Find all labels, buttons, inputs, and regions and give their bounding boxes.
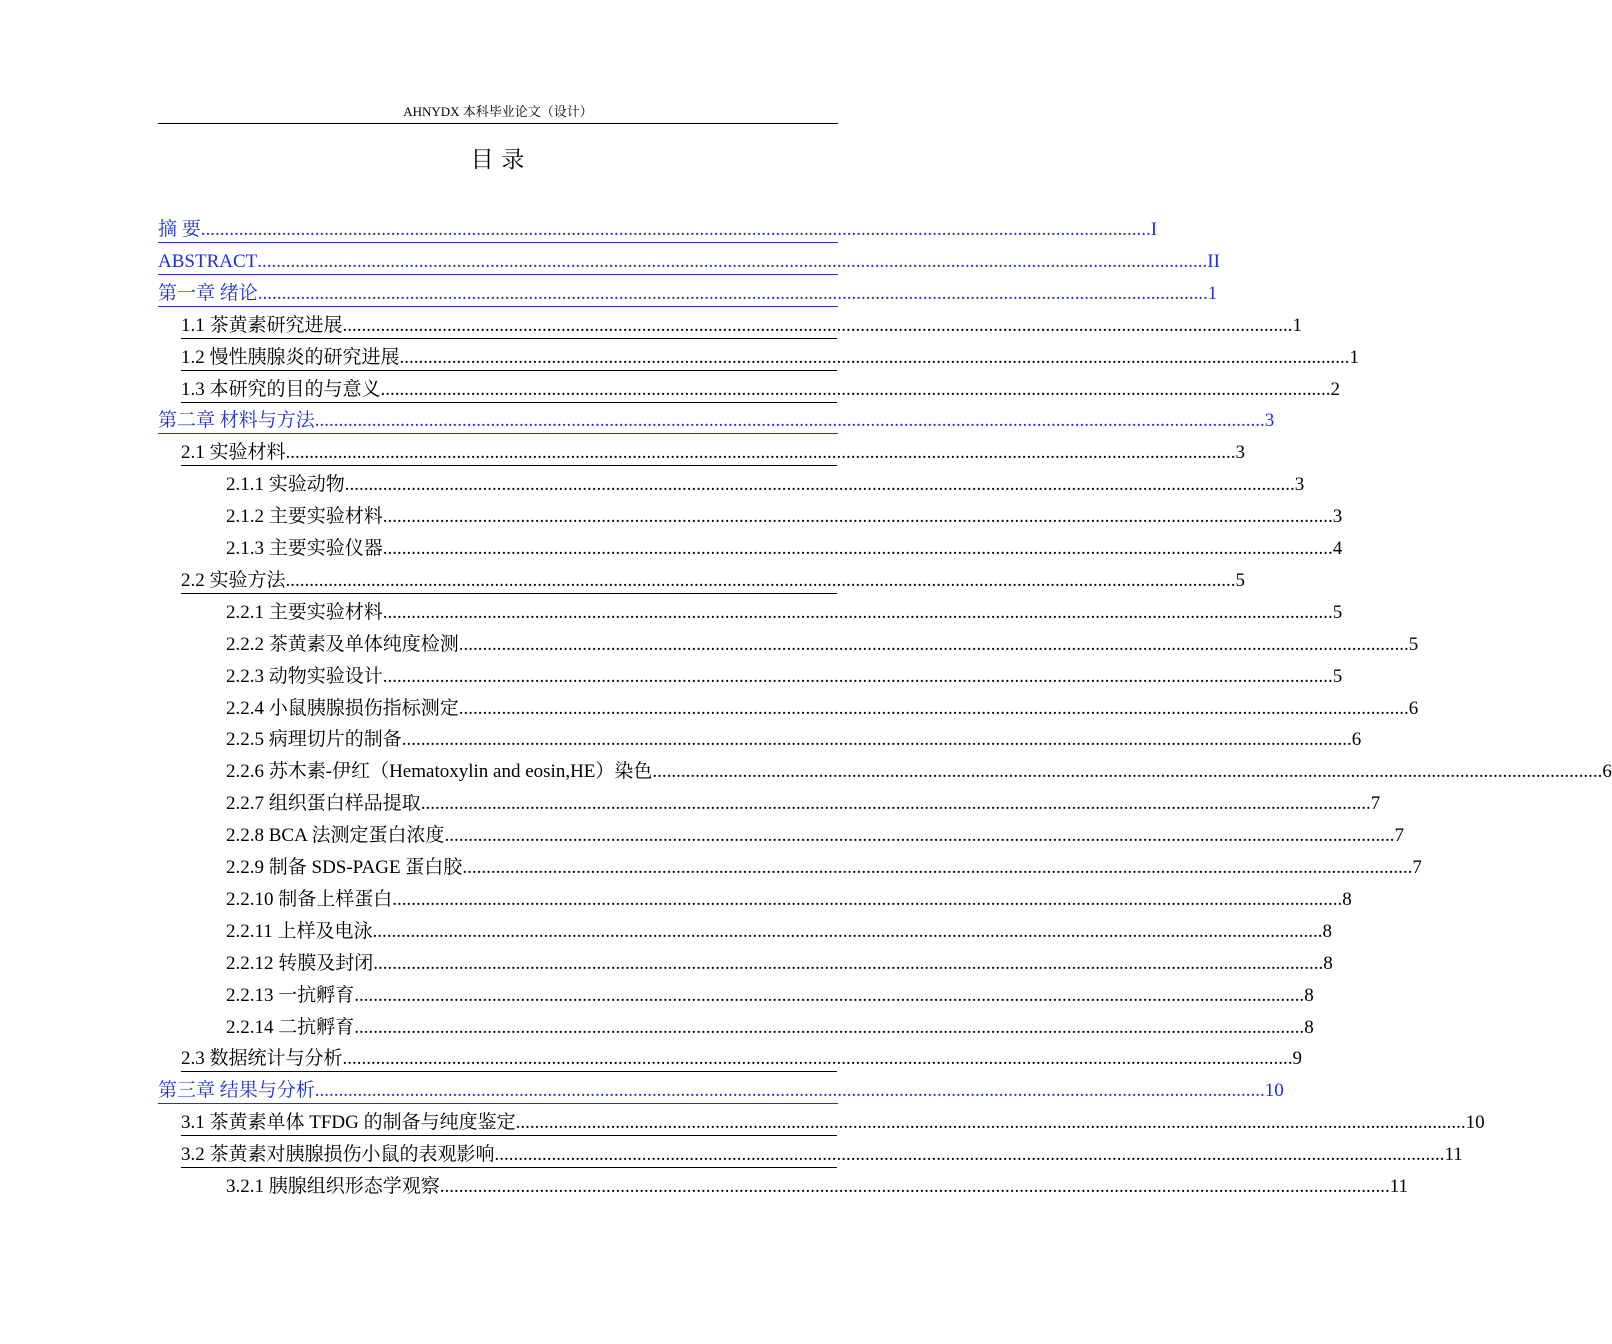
toc-entry (226, 501, 1343, 529)
toc-leader-dots: ........................................................................................................................................................................................................ (515, 1112, 1466, 1134)
toc-entry (226, 1012, 1314, 1040)
toc-leader-dots: ........................................................................................................................................................................................................ (401, 729, 1352, 751)
toc-entry (226, 980, 1314, 1008)
toc-leader-dots: ........................................................................................................................................................................................................ (285, 442, 1236, 464)
toc-entry-page-number: 5 (1408, 633, 1419, 655)
toc-entry-page-number: 6 (1408, 697, 1419, 719)
toc-entry-page-number: 8 (1323, 952, 1333, 974)
toc-leader-dots: ........................................................................................................................................................................................................ (392, 888, 1343, 910)
toc-entry-page-number: 1 (1207, 282, 1218, 304)
toc-entry-page-number: I (1150, 219, 1158, 240)
toc-leader-dots: ........................................................................................................................................................................................................ (342, 1048, 1293, 1070)
toc-entry (226, 629, 1419, 657)
toc-entry-label: 3.2.1 胰腺组织形态学观察 (226, 1176, 440, 1197)
toc-leader-dots: ........................................................................................................................................................................................................ (420, 793, 1371, 815)
toc-entry-label: 第一章 绪论 (158, 282, 258, 304)
toc-entry (226, 948, 1333, 976)
toc-entry-page-number: 9 (1292, 1048, 1303, 1070)
toc-entry (181, 1043, 1303, 1072)
toc-leader-dots: ........................................................................................................................................................................................................ (652, 761, 1603, 783)
toc-entry[interactable] (158, 278, 1218, 307)
toc-entry-page-number: 11 (1444, 1144, 1463, 1166)
toc-entry (226, 884, 1352, 912)
toc-entry-label: 2.1.2 主要实验材料 (226, 506, 383, 528)
toc-entry-page-number: 7 (1370, 793, 1381, 815)
toc-entry-page-number: 8 (1342, 888, 1352, 910)
toc-entry-label: 2.2.8 BCA 法测定蛋白浓度 (226, 825, 445, 847)
page-title: 目 录 (470, 147, 526, 172)
toc-entry (226, 469, 1305, 497)
toc-entry-page-number: 7 (1412, 857, 1422, 878)
toc-entry-label: 2.2.3 动物实验设计 (226, 665, 383, 687)
toc-entry-label: 2.1.1 实验动物 (226, 474, 345, 496)
toc-entry[interactable] (158, 214, 1158, 243)
toc-entry (226, 533, 1343, 561)
toc-entry-label: 2.2.12 转膜及封闭 (226, 952, 374, 974)
toc-entry (226, 852, 1422, 880)
toc-entry-label: 2.2.6 苏木素-伊红（Hematoxylin and eosin,HE）染色 (226, 761, 653, 783)
toc-entry (226, 661, 1343, 689)
toc-entry-label: 2.1 实验材料 (181, 442, 286, 464)
toc-leader-dots: ........................................................................................................................................................................................................ (373, 952, 1324, 974)
toc-entry (226, 1171, 1409, 1199)
toc-leader-dots: ........................................................................................................................................................................................................ (344, 474, 1295, 496)
header-rule (158, 123, 838, 124)
toc-entry (181, 1139, 1463, 1168)
toc-entry[interactable] (158, 1075, 1284, 1104)
toc-entry-label: 2.3 数据统计与分析 (181, 1048, 343, 1070)
toc-entry-label: 2.2.11 上样及电泳 (226, 920, 373, 942)
toc-entry-page-number: 3 (1235, 442, 1246, 464)
toc-entry (226, 693, 1419, 721)
toc-entry (226, 916, 1333, 944)
toc-entry-label: 1.2 慢性胰腺炎的研究进展 (181, 346, 400, 368)
toc-leader-dots: ........................................................................................................................................................................................................ (314, 410, 1265, 432)
toc-entry-label: 2.2.1 主要实验材料 (226, 601, 383, 623)
toc-entry-label: 2.2.14 二抗孵育 (226, 1016, 355, 1038)
toc-entry-label: 2.1.3 主要实验仪器 (226, 538, 383, 559)
toc-leader-dots: ........................................................................................................................................................................................................ (285, 569, 1236, 591)
toc-leader-dots: ........................................................................................................................................................................................................ (382, 665, 1333, 687)
toc-leader-dots: ........................................................................................................................................................................................................ (458, 633, 1409, 655)
toc-leader-dots: ........................................................................................................................................................................................................ (382, 506, 1333, 528)
toc-entry-label: 2.2.13 一抗孵育 (226, 984, 355, 1006)
toc-entry-label: 2.2.7 组织蛋白样品提取 (226, 793, 421, 815)
toc-entry-label: 1.1 茶黄素研究进展 (181, 314, 343, 336)
toc-entry-page-number: 3 (1294, 474, 1305, 496)
toc-entry (226, 756, 1612, 784)
toc-entry-page-number: 3 (1332, 506, 1343, 528)
toc-entry (181, 310, 1303, 339)
toc-entry (181, 437, 1246, 466)
toc-entry (181, 1107, 1485, 1136)
toc-entry-label: 第三章 结果与分析 (158, 1080, 315, 1102)
toc-leader-dots: ........................................................................................................................................................................................................ (382, 601, 1333, 623)
toc-leader-dots: ........................................................................................................................................................................................................ (354, 1016, 1305, 1038)
toc-entry-page-number: 1 (1349, 346, 1360, 368)
toc-entry-label: 2.2.2 茶黄素及单体纯度检测 (226, 633, 459, 655)
toc-leader-dots: ........................................................................................................................................................................................................ (399, 346, 1350, 368)
toc-entry-label: 第二章 材料与方法 (158, 410, 315, 432)
toc-leader-dots: ........................................................................................................................................................................................................ (372, 920, 1323, 942)
toc-entry (181, 342, 1360, 371)
toc-entry-page-number: 11 (1389, 1176, 1409, 1197)
toc-entry-page-number: 5 (1332, 665, 1343, 687)
toc-entry-label: 2.2.10 制备上样蛋白 (226, 888, 393, 910)
toc-entry-label: 2.2 实验方法 (181, 569, 286, 591)
toc-leader-dots: ........................................................................................................................................................................................................ (200, 219, 1151, 240)
toc-entry[interactable] (158, 246, 1220, 275)
toc-entry-label: 摘 要 (158, 219, 201, 240)
toc-entry-page-number: 5 (1235, 569, 1246, 591)
toc-entry-page-number: 8 (1322, 920, 1333, 942)
toc-entry-page-number: 2 (1330, 378, 1341, 400)
toc-entry-page-number: 4 (1332, 538, 1343, 559)
toc-entry-page-number: 6 (1602, 761, 1612, 783)
toc-entry-page-number: 5 (1332, 601, 1343, 623)
toc-leader-dots: ........................................................................................................................................................................................................ (342, 314, 1293, 336)
toc-leader-dots: ........................................................................................................................................................................................................ (458, 697, 1409, 719)
toc-entry-page-number: 8 (1304, 1016, 1314, 1038)
toc-leader-dots: ........................................................................................................................................................................................................ (314, 1080, 1265, 1102)
toc-entry-page-number: 10 (1264, 1080, 1284, 1102)
toc-leader-dots: ........................................................................................................................................................................................................ (257, 250, 1208, 272)
toc-entry-label: 2.2.4 小鼠胰腺损伤指标测定 (226, 697, 459, 719)
toc-leader-dots: ........................................................................................................................................................................................................ (354, 984, 1305, 1006)
toc-leader-dots: ........................................................................................................................................................................................................ (439, 1176, 1390, 1197)
toc-entry[interactable] (158, 405, 1275, 434)
toc-entry-label: 3.2 茶黄素对胰腺损伤小鼠的表观影响 (181, 1144, 495, 1166)
toc-entry (226, 597, 1343, 625)
toc-entry (226, 820, 1405, 848)
toc-entry-label: 2.2.5 病理切片的制备 (226, 729, 402, 751)
toc-entry-page-number: 3 (1264, 410, 1275, 432)
toc-leader-dots: ........................................................................................................................................................................................................ (382, 538, 1333, 559)
toc-leader-dots: ........................................................................................................................................................................................................ (444, 825, 1395, 847)
toc-leader-dots: ........................................................................................................................................................................................................ (462, 857, 1413, 878)
toc-entry-page-number: 1 (1292, 314, 1303, 336)
toc-leader-dots: ........................................................................................................................................................................................................ (494, 1144, 1445, 1166)
toc-entry-label: 3.1 茶黄素单体 TFDG 的制备与纯度鉴定 (181, 1112, 516, 1134)
page-header: AHNYDX 本科毕业论文（设计） (403, 104, 593, 119)
toc-entry-label: ABSTRACT (158, 250, 258, 272)
toc-entry-page-number: 6 (1351, 729, 1362, 751)
toc-entry (181, 565, 1246, 594)
toc-entry (226, 724, 1362, 752)
toc-entry-label: 2.2.9 制备 SDS-PAGE 蛋白胶 (226, 857, 463, 878)
toc-entry (226, 788, 1381, 816)
toc-entry-page-number: 8 (1304, 984, 1314, 1006)
toc-leader-dots: ........................................................................................................................................................................................................ (257, 282, 1208, 304)
toc-entry-label: 1.3 本研究的目的与意义 (181, 378, 381, 400)
toc-entry-page-number: II (1207, 250, 1220, 272)
toc-leader-dots: ........................................................................................................................................................................................................ (380, 378, 1331, 400)
toc-entry-page-number: 10 (1465, 1112, 1485, 1134)
toc-entry (181, 374, 1341, 403)
toc-entry-page-number: 7 (1394, 825, 1405, 847)
